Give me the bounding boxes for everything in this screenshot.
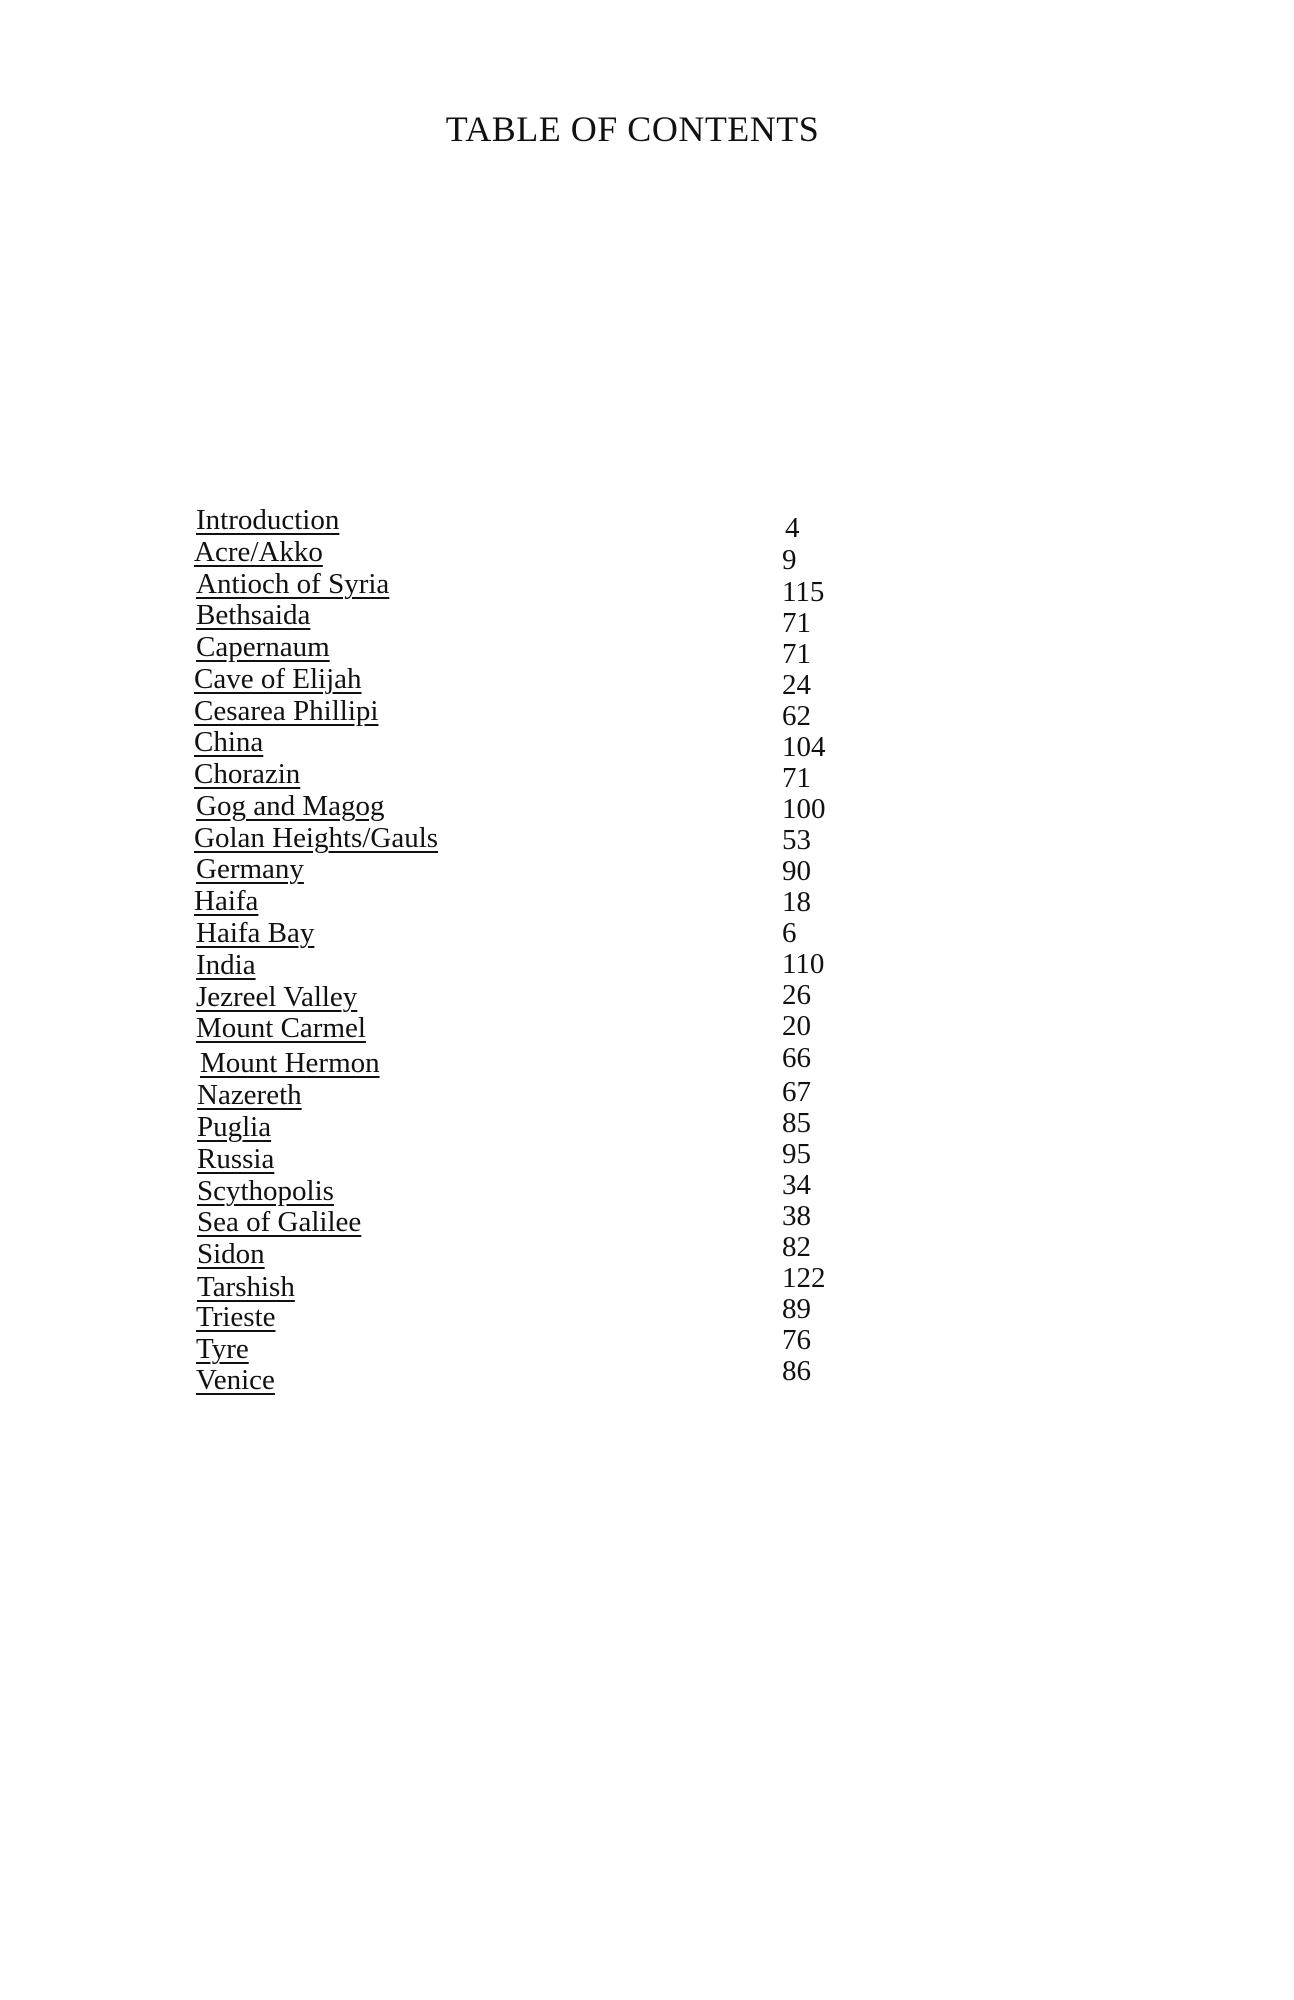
toc-page-number: 122 [782, 1262, 826, 1294]
toc-page-number: 85 [782, 1107, 811, 1139]
toc-page-number: 104 [782, 731, 826, 763]
toc-page-number: 9 [782, 544, 797, 576]
toc-entry-link[interactable]: Capernaum [196, 631, 330, 663]
toc-entry-link[interactable]: Haifa Bay [196, 917, 315, 949]
toc-page-number: 89 [782, 1293, 811, 1325]
toc-page-number: 100 [782, 793, 826, 825]
toc-page-number: 115 [782, 576, 825, 608]
toc-entry-link[interactable]: Nazereth [197, 1079, 302, 1111]
toc-page-number: 26 [782, 979, 811, 1011]
toc-entry-link[interactable]: India [196, 949, 256, 981]
toc-page-number: 20 [782, 1010, 811, 1042]
toc-entry-link[interactable]: Gog and Magog [196, 790, 385, 822]
toc-page-number: 71 [782, 762, 811, 794]
toc-entry-link[interactable]: Venice [196, 1364, 275, 1396]
toc-page-number: 4 [785, 512, 800, 544]
toc-page-number: 71 [782, 638, 811, 670]
toc-page-number: 6 [782, 917, 797, 949]
toc-page-number: 110 [782, 948, 825, 980]
toc-entry-link[interactable]: Tyre [196, 1333, 249, 1365]
toc-page-number: 86 [782, 1355, 811, 1387]
toc-page-number: 18 [782, 886, 811, 918]
toc-entry-link[interactable]: Chorazin [194, 758, 301, 790]
toc-page-number: 82 [782, 1231, 811, 1263]
toc-entry-link[interactable]: Russia [197, 1143, 275, 1175]
page-title: TABLE OF CONTENTS [445, 109, 820, 149]
toc-entry-link[interactable]: Scythopolis [197, 1175, 334, 1207]
toc-entry-link[interactable]: Puglia [197, 1111, 272, 1143]
toc-entry-link[interactable]: Sea of Galilee [197, 1206, 362, 1238]
toc-page-number: 62 [782, 700, 811, 732]
toc-page-number: 34 [782, 1169, 811, 1201]
toc-page-number: 90 [782, 855, 811, 887]
toc-entry-link[interactable]: Sidon [197, 1238, 265, 1270]
toc-entry-link[interactable]: Trieste [196, 1301, 276, 1333]
toc-entry-link[interactable]: Golan Heights/Gauls [194, 822, 439, 854]
toc-entry-link[interactable]: Mount Carmel [196, 1012, 366, 1044]
toc-entry-link[interactable]: Haifa [194, 885, 259, 917]
toc-entry-link[interactable]: Cave of Elijah [194, 663, 362, 695]
toc-entry-link[interactable]: China [194, 726, 264, 758]
toc-entry-link[interactable]: Mount Hermon [200, 1047, 380, 1079]
toc-entry-link[interactable]: Introduction [196, 504, 340, 536]
toc-page-number: 53 [782, 824, 811, 856]
toc-entry-link[interactable]: Acre/Akko [194, 536, 323, 568]
toc-page-number: 76 [782, 1324, 811, 1356]
toc-entry-link[interactable]: Jezreel Valley [196, 981, 358, 1013]
toc-page-number: 95 [782, 1138, 811, 1170]
toc-entry-link[interactable]: Tarshish [197, 1271, 295, 1303]
toc-page-number: 24 [782, 669, 811, 701]
toc-page-number: 66 [782, 1042, 811, 1074]
toc-entry-link[interactable]: Antioch of Syria [196, 568, 390, 600]
toc-page-number: 67 [782, 1076, 811, 1108]
toc-page-number: 71 [782, 607, 811, 639]
toc-page-number: 38 [782, 1200, 811, 1232]
toc-entry-link[interactable]: Cesarea Phillipi [194, 695, 379, 727]
toc-entry-link[interactable]: Bethsaida [196, 599, 311, 631]
toc-entry-link[interactable]: Germany [196, 853, 304, 885]
